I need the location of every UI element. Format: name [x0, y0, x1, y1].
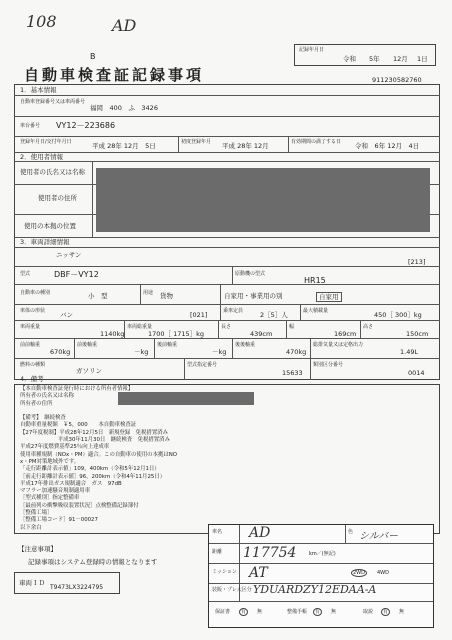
tag-manual-yes: 有 — [383, 609, 389, 615]
tag-dealer-label: 装販・プレ大区分 — [212, 587, 252, 593]
remark-line: ［整備工場コード］91－00027 — [20, 517, 98, 524]
ff-axle-value: 670kg — [50, 348, 71, 356]
remarks-block — [20, 386, 177, 532]
rr-axle-label: 後後軸重 — [235, 342, 256, 348]
form-mark: B — [90, 52, 96, 61]
record-date-era: 令和 — [343, 55, 356, 63]
use-label: 用途 — [143, 290, 154, 296]
maker-code: [213] — [408, 258, 426, 266]
expiry-label: 有効期間の満了する日 — [291, 139, 342, 145]
capacity-label: 乗車定員 — [223, 308, 244, 314]
owner-redaction — [118, 392, 254, 405]
first-reg-value: 平成 28年 12月 — [222, 142, 269, 150]
load-value: 450［ 300］kg — [374, 311, 422, 319]
user-info-redaction — [96, 168, 430, 232]
record-date-label: 記録年月日 — [299, 47, 325, 53]
tag-2wd-option: 2WD — [353, 570, 365, 576]
section4-heading: 4．備考 — [20, 375, 44, 383]
purpose-value: 自家用・事業用の別 — [224, 292, 283, 300]
capacity-value: 2［5］人 — [260, 311, 288, 319]
handwritten-initials: AD — [112, 16, 137, 35]
tag-slip — [208, 524, 434, 628]
body-value: バン — [60, 311, 73, 319]
reg-number-label: 自動車登録番号又は車両番号 — [20, 99, 86, 105]
use-value: 貨物 — [160, 292, 173, 300]
category-label: 類別区分番号 — [313, 362, 344, 368]
expiry-value: 令和 6年 12月 4日 — [355, 142, 420, 150]
remark-line: 使用車種規制（NOx・PM）適合。この自動車の使用の本拠はNO — [20, 451, 178, 458]
tag-distance-value: 117754 — [243, 545, 297, 561]
tag-maint-no: 無 — [331, 609, 337, 615]
engine-value: HR15 — [304, 276, 326, 285]
tag-guarantee-label: 保証書 — [215, 609, 231, 615]
fr-axle-value: －kg — [134, 348, 149, 356]
displacement-label: 総排気量又は定格出力 — [313, 342, 364, 348]
record-date-year: 5年 — [369, 55, 380, 63]
handwritten-number: 108 — [26, 12, 57, 31]
length-label: 長さ — [221, 324, 232, 330]
record-date-box — [294, 44, 436, 66]
kind-label: 自動車の種別 — [20, 290, 51, 296]
category-value: 0014 — [408, 369, 425, 377]
user-address-label: 使用者の住所 — [38, 194, 77, 202]
body-label: 車体の形状 — [20, 308, 46, 314]
tag-distance-unit: km／(無記) — [309, 551, 336, 557]
remark-line: 平成30年11月30日 継続検査 免税措置済み — [20, 437, 170, 444]
height-value: 150cm — [406, 330, 429, 338]
remark-line: 平成27年度燃費基準25％向上達成車 — [20, 444, 110, 451]
rf-axle-label: 後前軸重 — [157, 342, 178, 348]
rf-axle-value: －kg — [212, 348, 227, 356]
remark-line: x・PM対策地域外です。 — [20, 458, 80, 465]
reg-number-value: 福岡 400 ふ 3426 — [90, 104, 158, 112]
gross-value: 1700［ 1715］kg — [148, 330, 205, 338]
remark-line: 自動車重量税額 ￥5，000 本自動車検査証 — [20, 422, 137, 429]
length-value: 439cm — [250, 330, 273, 338]
vehicle-id-value: T9473LX3224795 — [50, 584, 104, 591]
remark-line: 【備考】 継続検査 — [20, 415, 66, 422]
record-date-month: 12月 — [393, 55, 408, 63]
reg-date-value: 平成 28年 12月 5日 — [92, 142, 156, 150]
user-name-label: 使用者の氏名又は名称 — [20, 168, 85, 176]
section1-heading: 1．基本情報 — [20, 86, 57, 94]
tag-dealer-value: YDUARDZY12EDAA-A — [253, 583, 377, 596]
remark-line: 【27年度税制】平成28年12月5日 新規登録 免税措置済み — [20, 429, 168, 436]
tag-manual-no: 無 — [399, 609, 405, 615]
remark-line: 以下余白 — [20, 524, 42, 531]
kind-value: 小 型 — [88, 292, 108, 300]
document-title: 自動車検査証記録事項 — [24, 66, 205, 84]
reg-date-label: 登録年月日/交付年月日 — [20, 139, 72, 145]
record-date-day: 1日 — [417, 55, 428, 63]
tag-mission-label: ミッション — [212, 569, 237, 575]
remark-line: ［前走行距離計表示値］96，200km（令和4年11月25日） — [20, 473, 166, 480]
body-code: [021] — [190, 311, 208, 319]
displacement-value: 1.49L — [400, 348, 419, 356]
rr-axle-value: 470kg — [286, 348, 307, 356]
remark-line: マフラー加速騒音規制適用車 — [20, 488, 91, 495]
model-value: DBF－VY12 — [54, 270, 99, 279]
gross-label: 車両総重量 — [127, 324, 153, 330]
width-value: 169cm — [334, 330, 357, 338]
remark-line: ［最前列の衝撃吸収装置状況］点検整備記録簿付 — [20, 502, 139, 509]
tag-guarantee-yes: 有 — [241, 609, 247, 615]
remark-line: 「走行距離計表示値」109，400km（令和5年12月1日） — [20, 466, 160, 473]
document-number: 911230582760 — [372, 76, 422, 84]
vin-label: 車台番号 — [20, 123, 41, 129]
fr-axle-label: 前後軸重 — [77, 342, 98, 348]
remark-line: 所有者の住所 — [20, 400, 53, 407]
tag-car-label: 車名 — [212, 529, 223, 535]
weight-value: 1140kg — [100, 330, 125, 338]
note-text: 記録事項はシステム登録時の情報となります — [28, 558, 158, 566]
tag-maint-label: 整備手帳 — [287, 609, 308, 615]
remark-line: 平成17年排出ガス規制適合 ガス 97dB — [20, 480, 122, 487]
engine-label: 原動機の型式 — [235, 271, 266, 277]
remark-line: 所有者の氏名又は名称 — [20, 393, 74, 400]
fuel-label: 燃料の種類 — [20, 362, 46, 368]
maker-value: ニッサン — [56, 251, 82, 259]
first-reg-label: 初度登録年月 — [181, 139, 212, 145]
type-designation-value: 15633 — [282, 369, 303, 377]
tag-guarantee-no: 無 — [257, 609, 263, 615]
weight-label: 車両重量 — [20, 324, 41, 330]
tag-manual-label: 取説 — [363, 609, 374, 615]
section2-heading: 2．使用者情報 — [20, 153, 64, 161]
type-designation-label: 型式指定番号 — [187, 362, 218, 368]
tag-car-value: AD — [249, 525, 271, 541]
tag-color-value: シルバー — [359, 531, 399, 542]
note-heading: 【注意事項】 — [18, 545, 57, 553]
base-location-label: 使用の本拠の位置 — [24, 222, 76, 230]
vehicle-id-label: 車両ＩＤ — [19, 579, 45, 587]
tag-maint-yes: 有 — [315, 609, 321, 615]
load-label: 最大積載量 — [303, 308, 329, 314]
model-label: 型式 — [20, 271, 31, 277]
remark-line: 【本自動車検査証発行時における所有者情報】 — [20, 386, 134, 392]
ff-axle-label: 前前軸重 — [20, 342, 41, 348]
vin-value: VY12－223686 — [56, 121, 116, 130]
tag-color-label: 色 — [348, 529, 354, 535]
fuel-value: ガソリン — [76, 367, 102, 375]
tag-distance-label: 距離 — [212, 549, 223, 555]
tag-mission-value: AT — [249, 565, 268, 581]
height-label: 高さ — [363, 324, 374, 330]
section3-heading: 3．車両詳細情報 — [20, 238, 70, 246]
remark-line: ［整備工場］ — [20, 510, 53, 517]
remark-line: ［型式種別］指定整備車 — [20, 495, 80, 502]
tag-4wd-option: 4WD — [377, 570, 389, 576]
width-label: 幅 — [289, 324, 295, 330]
purpose-selected: 自家用 — [316, 292, 342, 302]
